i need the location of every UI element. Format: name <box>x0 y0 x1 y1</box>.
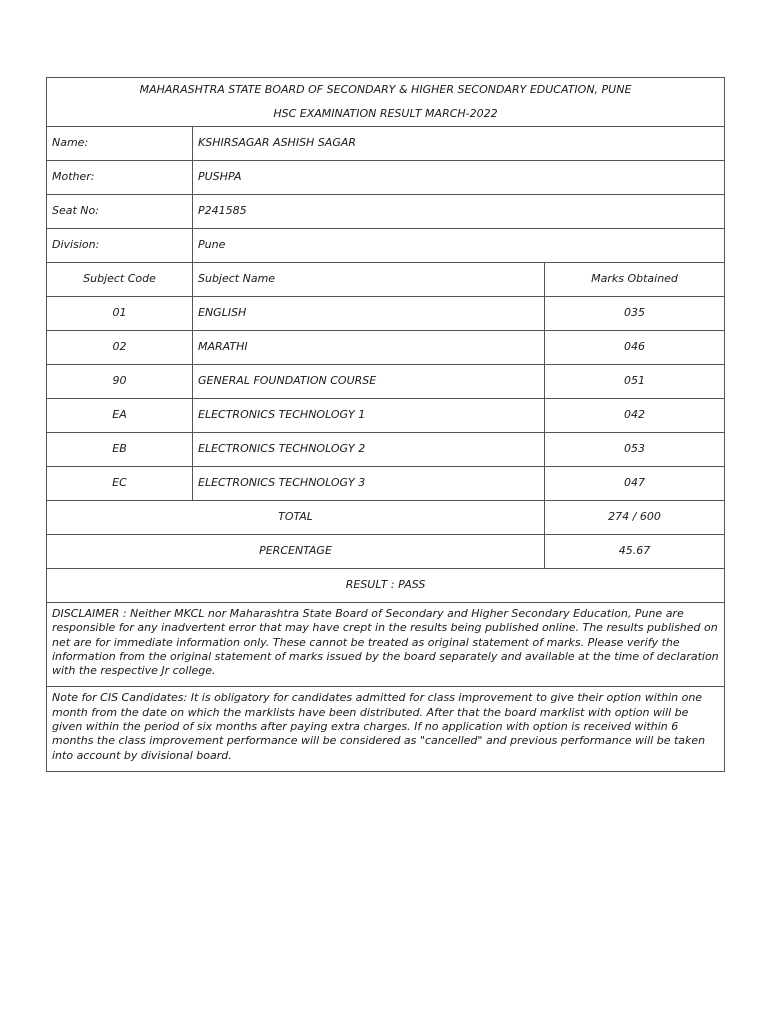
table-row <box>47 365 725 399</box>
cis-note-row <box>47 687 725 771</box>
subject-code: 01 <box>47 297 193 331</box>
seat-row <box>47 195 725 229</box>
percentage-row <box>47 535 725 569</box>
table-row <box>47 331 725 365</box>
subject-marks: 046 <box>545 331 725 365</box>
seat-value: P241585 <box>193 195 725 229</box>
subject-name: ENGLISH <box>193 297 545 331</box>
marks-header-row <box>47 263 725 297</box>
subject-marks: 042 <box>545 399 725 433</box>
subject-marks: 051 <box>545 365 725 399</box>
subject-code: 02 <box>47 331 193 365</box>
mother-label: Mother: <box>47 161 193 195</box>
col-header-name: Subject Name <box>193 263 545 297</box>
subject-name: ELECTRONICS TECHNOLOGY 1 <box>193 399 545 433</box>
subject-name: ELECTRONICS TECHNOLOGY 2 <box>193 433 545 467</box>
percentage-value: 45.67 <box>545 535 725 569</box>
table-row <box>47 433 725 467</box>
subject-marks: 053 <box>545 433 725 467</box>
header-row <box>47 78 725 127</box>
name-row <box>47 127 725 161</box>
result-status: RESULT : PASS <box>47 569 725 603</box>
col-header-marks: Marks Obtained <box>545 263 725 297</box>
mother-row <box>47 161 725 195</box>
name-value: KSHIRSAGAR ASHISH SAGAR <box>193 127 725 161</box>
table-row <box>47 399 725 433</box>
result-sheet <box>46 77 725 772</box>
division-value: Pune <box>193 229 725 263</box>
percentage-label: PERCENTAGE <box>47 535 545 569</box>
name-label: Name: <box>47 127 193 161</box>
total-row <box>47 501 725 535</box>
mother-value: PUSHPA <box>193 161 725 195</box>
total-value: 274 / 600 <box>545 501 725 535</box>
division-label: Division: <box>47 229 193 263</box>
table-row <box>47 297 725 331</box>
exam-title: HSC EXAMINATION RESULT MARCH-2022 <box>273 107 498 120</box>
subject-name: ELECTRONICS TECHNOLOGY 3 <box>193 467 545 501</box>
subject-code: 90 <box>47 365 193 399</box>
board-title: MAHARASHTRA STATE BOARD OF SECONDARY & HIGHER SECONDARY EDUCATION, PUNE <box>139 83 632 96</box>
seat-label: Seat No: <box>47 195 193 229</box>
col-header-code: Subject Code <box>47 263 193 297</box>
division-row <box>47 229 725 263</box>
subject-code: EC <box>47 467 193 501</box>
subject-name: MARATHI <box>193 331 545 365</box>
subject-name: GENERAL FOUNDATION COURSE <box>193 365 545 399</box>
disclaimer-row <box>47 603 725 687</box>
header-cell <box>47 78 725 127</box>
subject-code: EB <box>47 433 193 467</box>
result-row <box>47 569 725 603</box>
total-label: TOTAL <box>47 501 545 535</box>
subject-code: EA <box>47 399 193 433</box>
disclaimer-text: DISCLAIMER : Neither MKCL nor Maharashtra State Board of Secondary and Higher Secondary Education, Pune are responsible for any inadvertent error that may have crept in the results being published online. The results published on net are for immediate information only. These cannot be treated as original statement of marks. Please verify the information from the original statement of marks issued by the board separately and available at the time of declaration with the respective Jr college. <box>47 603 725 687</box>
table-row <box>47 467 725 501</box>
subject-marks: 047 <box>545 467 725 501</box>
cis-note-text: Note for CIS Candidates: It is obligatory for candidates admitted for class improvement to give their option within one month from the date on which the marklists have been distributed. After that the board marklist with option will be given within the period of six months after paying extra charges. If no application with option is received within 6 months the class improvement performance will be considered as "cancelled" and previous performance will be taken into account by divisional board. <box>47 687 725 771</box>
subject-marks: 035 <box>545 297 725 331</box>
